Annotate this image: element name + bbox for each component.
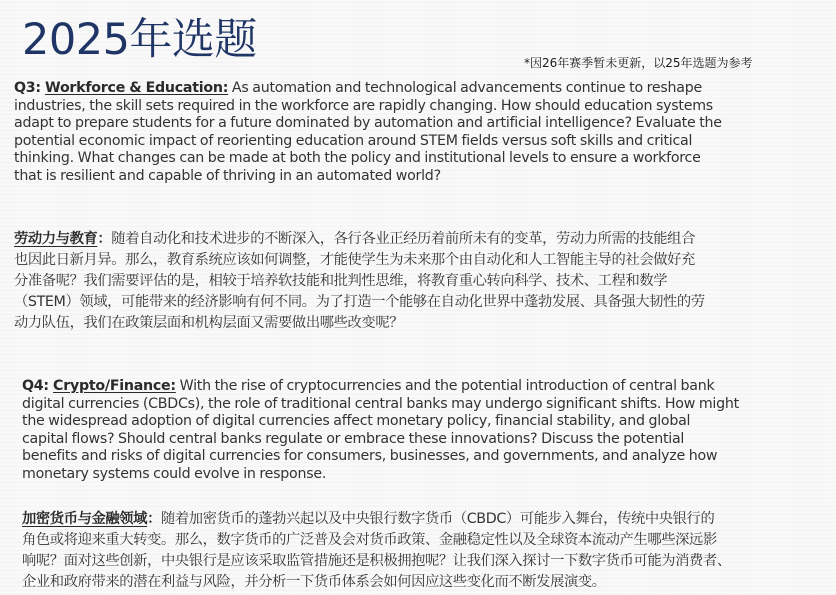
q3-zh-text-line: 也因此日新月异。那么，教育系统应该如何调整，才能使学生为未来那个由自动化和人工智能主导的社会做好充	[14, 252, 695, 268]
q3-text-line: thinking. What changes can be made at both the policy and institutional levels to ensure a workforce	[14, 150, 701, 167]
q4-text-line: capital flows? Should central banks regulate or embrace these innovations? Discuss the potential	[22, 430, 685, 447]
reference-note: *因26年赛季暂未更新，以25年选题为参考	[524, 56, 753, 70]
q4-zh-colon: ：	[147, 511, 161, 527]
q4-zh-topic: 加密货币与金融领域	[22, 511, 148, 527]
q3-chinese-section	[14, 229, 814, 334]
q3-text-line: adapt to prepare students for a future dominated by automation and artificial intelligence? Evaluate the	[14, 115, 722, 132]
q3-label: Q3:	[14, 80, 46, 96]
q3-topic: Workforce & Education:	[45, 80, 229, 96]
q4-zh-text-line: 响呢？面对这些创新，中央银行是应该采取监管措施还是积极拥抱呢？让我们深入探讨一下数字货币可能为消费者、	[22, 553, 731, 569]
q3-english-section	[14, 80, 814, 186]
q4-english-section	[22, 378, 822, 484]
q3-zh-colon: ：	[97, 231, 112, 247]
q4-zh-first-line	[22, 509, 822, 530]
q3-first-line	[14, 80, 814, 98]
q4-text-line: monetary systems could evolve in response.	[22, 465, 327, 482]
q3-zh-text-line: 随着自动化和技术进步的不断深入，各行各业正经历着前所未有的变革，劳动力所需的技能组合	[111, 231, 695, 247]
q4-topic: Crypto/Finance:	[53, 378, 176, 394]
q3-text-line: potential economic impact of reorienting education around STEM fields versus soft skills and critical	[14, 132, 693, 149]
q4-label: Q4:	[22, 378, 54, 394]
q3-zh-text-line: （STEM）领域，可能带来的经济影响有何不同。为了打造一个能够在自动化世界中蓬勃发展、具备强大韧性的劳	[14, 294, 705, 310]
q4-text-line: digital currencies (CBDCs), the role of traditional central banks may undergo significant shifts. How might	[22, 395, 739, 412]
q3-text-line: As automation and technological advancements continue to reshape	[228, 80, 702, 96]
q4-zh-text-line: 角色或将迎来重大转变。那么，数字货币的广泛普及会对货币政策、金融稳定性以及全球资本流动产生哪些深远影	[22, 532, 717, 548]
q4-text-line: the widespread adoption of digital currencies affect monetary policy, financial stability, and global	[22, 413, 691, 430]
q4-text-line: benefits and risks of digital currencies for consumers, businesses, and governments, and analyze how	[22, 448, 718, 465]
q3-zh-first-line	[14, 229, 814, 250]
q4-zh-text-line: 随着加密货币的蓬勃兴起以及中央银行数字货币（CBDC）可能步入舞台，传统中央银行的	[160, 511, 715, 527]
q3-text-line: that is resilient and capable of thriving in an automated world?	[14, 167, 441, 184]
q4-first-line	[22, 378, 822, 396]
q4-zh-text-line: 企业和政府带来的潜在利益与风险，并分析一下货币体系会如何因应这些变化而不断发展演变。	[22, 574, 606, 590]
q4-text-line: With the rise of cryptocurrencies and the potential introduction of central bank	[175, 378, 715, 394]
q3-zh-text-line: 分准备呢？我们需要评估的是，相较于培养软技能和批判性思维，将教育重心转向科学、技术、工程和数学	[14, 273, 668, 289]
q4-chinese-section	[22, 509, 822, 593]
q3-text-line: industries, the skill sets required in the workforce are rapidly changing. How should education systems	[14, 97, 713, 114]
q3-zh-text-line: 动力队伍，我们在政策层面和机构层面又需要做出哪些改变呢？	[14, 315, 404, 331]
page-title: 2025年选题	[22, 15, 257, 65]
q3-zh-topic: 劳动力与教育	[14, 231, 98, 247]
